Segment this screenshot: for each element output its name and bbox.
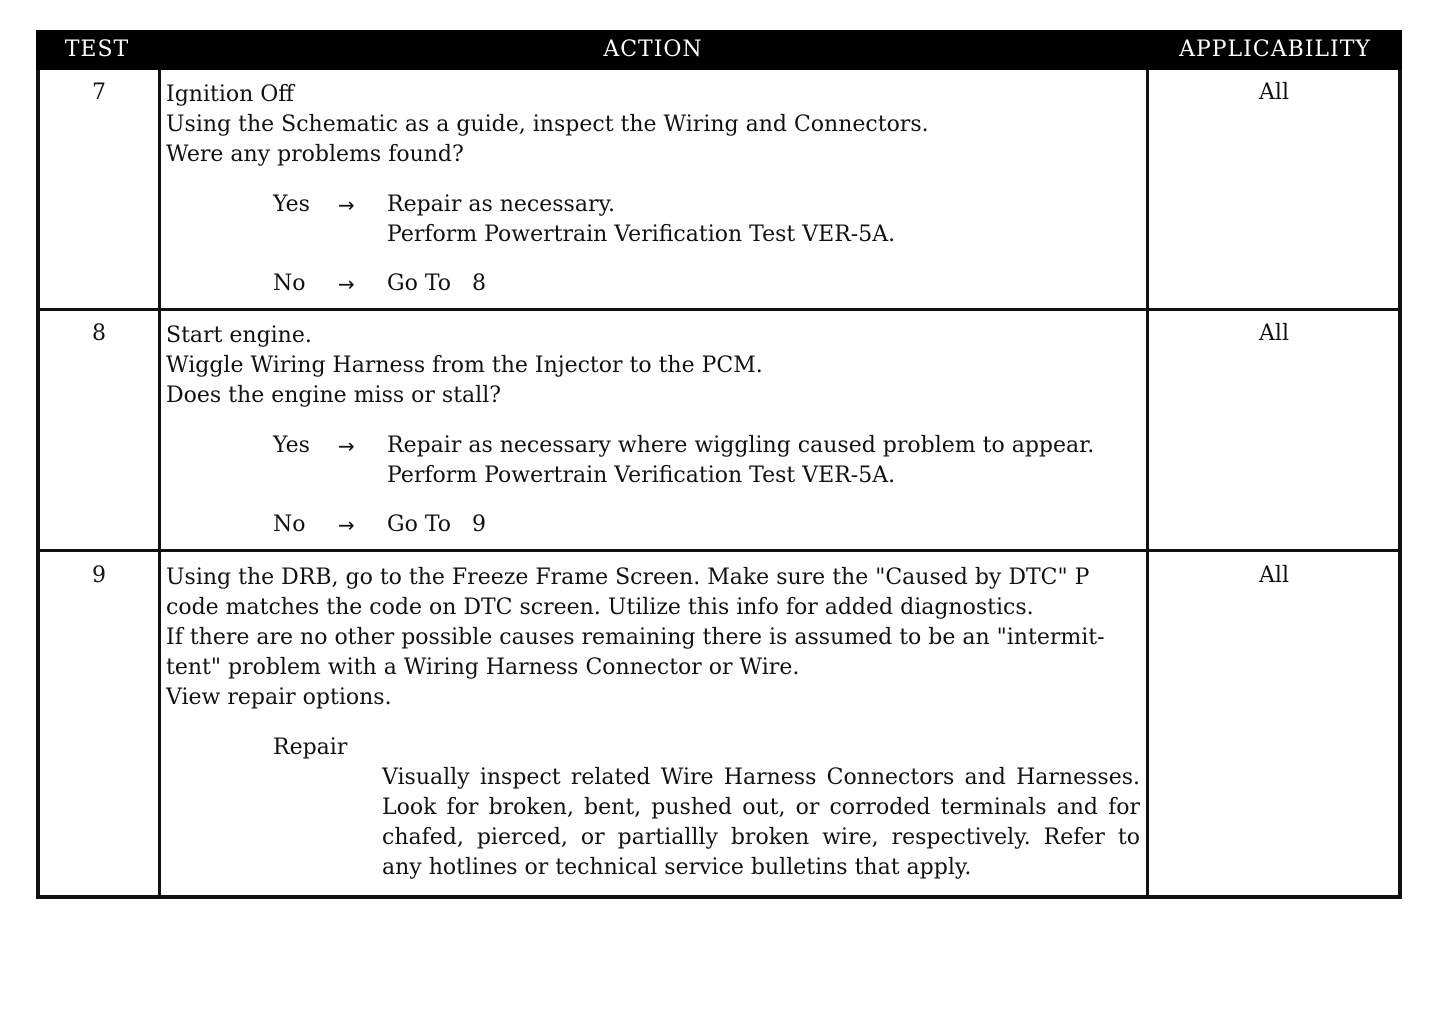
header-applicability: APPLICABILITY bbox=[1179, 37, 1371, 62]
action-line: code matches the code on DTC screen. Utilize this info for added diagnostics. bbox=[166, 595, 1034, 620]
column-divider bbox=[1146, 70, 1149, 895]
repair-line: any hotlines or technical service bulletins that apply. bbox=[382, 855, 972, 880]
test-number: 8 bbox=[92, 321, 106, 346]
no-outcome: Go To 9 bbox=[387, 512, 486, 537]
action-line: View repair options. bbox=[166, 685, 392, 710]
action-line: Using the Schematic as a guide, inspect the Wiring and Connectors. bbox=[166, 112, 929, 137]
row-divider bbox=[40, 549, 1398, 552]
yes-label: Yes bbox=[273, 433, 310, 458]
header-action: ACTION bbox=[603, 37, 703, 62]
repair-label: Repair bbox=[273, 735, 348, 760]
repair-line: chafed, pierced, or partiallly broken wire, respectively. Refer to bbox=[382, 825, 1140, 850]
row-divider bbox=[40, 308, 1398, 311]
applicability-value: All bbox=[1259, 563, 1289, 588]
yes-label: Yes bbox=[273, 192, 310, 217]
test-number: 9 bbox=[92, 563, 106, 588]
test-number: 7 bbox=[92, 80, 106, 105]
no-outcome: Go To 8 bbox=[387, 271, 486, 296]
no-label: No bbox=[273, 271, 306, 296]
arrow-right-icon: → bbox=[338, 193, 355, 217]
column-divider bbox=[158, 70, 161, 895]
action-line: Wiggle Wiring Harness from the Injector to the PCM. bbox=[166, 353, 763, 378]
yes-outcome-line: Perform Powertrain Verification Test VER-5A. bbox=[387, 222, 896, 247]
arrow-right-icon: → bbox=[338, 434, 355, 458]
yes-outcome-line: Repair as necessary. bbox=[387, 192, 615, 217]
header-test: TEST bbox=[64, 37, 130, 62]
action-line: Start engine. bbox=[166, 323, 312, 348]
action-line: Were any problems found? bbox=[166, 142, 464, 167]
action-line: Ignition Off bbox=[166, 82, 294, 107]
applicability-value: All bbox=[1259, 321, 1289, 346]
diagnostic-test-table bbox=[36, 30, 1402, 899]
action-line: tent" problem with a Wiring Harness Connector or Wire. bbox=[166, 655, 800, 680]
yes-outcome-line: Perform Powertrain Verification Test VER-5A. bbox=[387, 463, 896, 488]
action-line: Does the engine miss or stall? bbox=[166, 383, 502, 408]
repair-line: Look for broken, bent, pushed out, or corroded terminals and for bbox=[382, 795, 1140, 820]
repair-line: Visually inspect related Wire Harness Connectors and Harnesses. bbox=[382, 765, 1140, 790]
applicability-value: All bbox=[1259, 80, 1289, 105]
table-header bbox=[36, 30, 1402, 70]
yes-outcome-line: Repair as necessary where wiggling caused problem to appear. bbox=[387, 433, 1095, 458]
arrow-right-icon: → bbox=[338, 272, 355, 296]
arrow-right-icon: → bbox=[338, 513, 355, 537]
action-line: Using the DRB, go to the Freeze Frame Screen. Make sure the "Caused by DTC" P bbox=[166, 565, 1090, 590]
action-line: If there are no other possible causes remaining there is assumed to be an "intermit- bbox=[166, 625, 1105, 650]
no-label: No bbox=[273, 512, 306, 537]
